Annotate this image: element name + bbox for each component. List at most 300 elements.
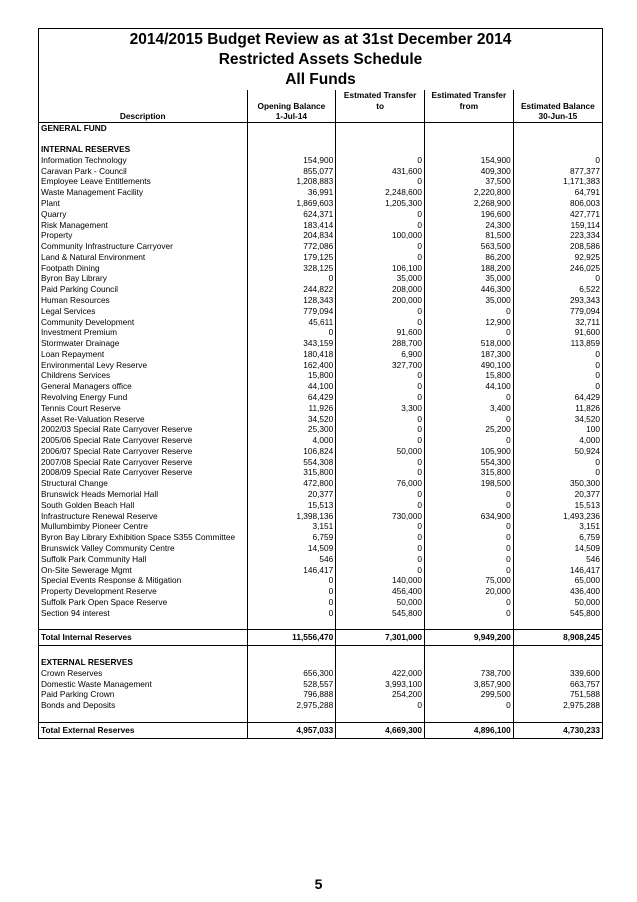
col-header-balance: Estimated Balance 30-Jun-15 bbox=[513, 90, 602, 122]
table-row bbox=[39, 608, 602, 619]
amount-cell: 0 bbox=[425, 700, 514, 711]
reserve-name-cell: Information Technology bbox=[41, 154, 127, 165]
reserve-name-cell: Brunswick Valley Community Centre bbox=[41, 542, 175, 553]
amount-cell: 3,857,900 bbox=[425, 679, 514, 690]
amount-cell: 24,300 bbox=[425, 220, 514, 231]
reserve-name-cell: Structural Change bbox=[41, 478, 108, 489]
amount-cell: 0 bbox=[336, 176, 425, 187]
amount-cell: 1,205,300 bbox=[336, 198, 425, 209]
amount-cell: 100 bbox=[513, 424, 602, 435]
reserve-name-cell: Asset Re-Valuation Reserve bbox=[41, 413, 145, 424]
amount-cell: 490,100 bbox=[425, 360, 514, 371]
amount-cell: 208,586 bbox=[513, 241, 602, 252]
amount-cell: 2,268,900 bbox=[425, 198, 514, 209]
amount-cell: 1,208,883 bbox=[247, 176, 336, 187]
amount-cell: 14,509 bbox=[247, 543, 336, 554]
amount-cell: 0 bbox=[336, 521, 425, 532]
amount-cell: 105,900 bbox=[425, 446, 514, 457]
amount-cell: 0 bbox=[425, 521, 514, 532]
amount-cell: 3,151 bbox=[513, 521, 602, 532]
amount-cell: 180,418 bbox=[247, 349, 336, 360]
amount-cell: 0 bbox=[336, 565, 425, 576]
amount-cell: 32,711 bbox=[513, 317, 602, 328]
amount-cell: 0 bbox=[336, 414, 425, 425]
amount-cell: 106,100 bbox=[336, 263, 425, 274]
table-row bbox=[39, 500, 602, 511]
amount-cell: 2,975,288 bbox=[513, 700, 602, 711]
amount-cell: 1,869,603 bbox=[247, 198, 336, 209]
amount-cell: 65,000 bbox=[513, 575, 602, 586]
amount-cell: 554,308 bbox=[247, 457, 336, 468]
amount-cell: 0 bbox=[247, 327, 336, 338]
table-row bbox=[39, 435, 602, 446]
amount-cell: 246,025 bbox=[513, 263, 602, 274]
reserve-name-cell: Investment Premium bbox=[41, 327, 118, 338]
amount-cell: 3,993,100 bbox=[336, 679, 425, 690]
amount-cell: 3,400 bbox=[425, 403, 514, 414]
reserve-name-cell: Mullumbimby Pioneer Centre bbox=[41, 521, 148, 532]
amount-cell: 20,000 bbox=[425, 586, 514, 597]
table-row bbox=[39, 478, 602, 489]
amount-cell: 1,398,136 bbox=[247, 511, 336, 522]
amount-cell: 427,771 bbox=[513, 209, 602, 220]
amount-cell: 34,520 bbox=[247, 414, 336, 425]
reserve-name-cell: Quarry bbox=[41, 208, 67, 219]
reserve-name-cell: Bonds and Deposits bbox=[41, 700, 116, 711]
amount-cell: 106,824 bbox=[247, 446, 336, 457]
amount-cell: 183,414 bbox=[247, 220, 336, 231]
total-external-reserves-row: Total External Reserves 4,957,033 4,669,300 4,896,100 4,730,233 bbox=[39, 722, 602, 738]
reserve-name-cell: Paid Parking Council bbox=[41, 284, 119, 295]
table-row bbox=[39, 317, 602, 328]
amount-cell: 0 bbox=[336, 700, 425, 711]
amount-cell: 1,171,383 bbox=[513, 176, 602, 187]
amount-cell: 6,522 bbox=[513, 284, 602, 295]
col-header-transfer-from: Estimated Transfer from bbox=[425, 90, 514, 122]
table-row bbox=[39, 403, 602, 414]
reserve-name-cell: Infrastructure Renewal Reserve bbox=[41, 510, 158, 521]
amount-cell: 288,700 bbox=[336, 338, 425, 349]
amount-cell: 162,400 bbox=[247, 360, 336, 371]
amount-cell: 3,300 bbox=[336, 403, 425, 414]
table-row bbox=[39, 338, 602, 349]
amount-cell: 36,991 bbox=[247, 187, 336, 198]
amount-cell: 299,500 bbox=[425, 689, 514, 700]
table-row bbox=[39, 252, 602, 263]
amount-cell: 0 bbox=[336, 155, 425, 166]
amount-cell: 0 bbox=[336, 209, 425, 220]
amount-cell: 0 bbox=[513, 457, 602, 468]
amount-cell: 528,557 bbox=[247, 679, 336, 690]
amount-cell: 751,588 bbox=[513, 689, 602, 700]
reserve-name-cell: 2008/09 Special Rate Carryover Reserve bbox=[41, 467, 193, 478]
amount-cell: 2,248,600 bbox=[336, 187, 425, 198]
table-row bbox=[39, 457, 602, 468]
amount-cell: 44,100 bbox=[425, 381, 514, 392]
amount-cell: 0 bbox=[513, 370, 602, 381]
reserve-name-cell: Suffolk Park Community Hall bbox=[41, 553, 147, 564]
amount-cell: 738,700 bbox=[425, 668, 514, 679]
amount-cell: 563,500 bbox=[425, 241, 514, 252]
reserve-name-cell: Employee Leave Entitlements bbox=[41, 176, 151, 187]
amount-cell: 15,800 bbox=[425, 370, 514, 381]
amount-cell: 1,493,236 bbox=[513, 511, 602, 522]
amount-cell: 37,500 bbox=[425, 176, 514, 187]
title-line-2: Restricted Assets Schedule bbox=[218, 51, 423, 68]
table-row bbox=[39, 467, 602, 478]
reserve-name-cell: Waste Management Facility bbox=[41, 187, 144, 198]
table-row bbox=[39, 155, 602, 166]
amount-cell: 11,926 bbox=[247, 403, 336, 414]
table-row bbox=[39, 370, 602, 381]
amount-cell: 86,200 bbox=[425, 252, 514, 263]
table-row bbox=[39, 689, 602, 700]
general-fund-heading: GENERAL FUND bbox=[39, 122, 602, 133]
reserve-name-cell: Section 94 interest bbox=[41, 607, 110, 618]
table-row bbox=[39, 360, 602, 371]
reserve-name-cell: Human Resources bbox=[41, 294, 110, 305]
amount-cell: 20,377 bbox=[513, 489, 602, 500]
table-row bbox=[39, 679, 602, 690]
table-row bbox=[39, 381, 602, 392]
amount-cell: 0 bbox=[513, 273, 602, 284]
amount-cell: 2,975,288 bbox=[247, 700, 336, 711]
amount-cell: 0 bbox=[513, 467, 602, 478]
amount-cell: 518,000 bbox=[425, 338, 514, 349]
amount-cell: 0 bbox=[336, 317, 425, 328]
amount-cell: 2,220,800 bbox=[425, 187, 514, 198]
table-row bbox=[39, 284, 602, 295]
reserve-name-cell: Caravan Park - Council bbox=[41, 165, 127, 176]
reserve-name-cell: Environmental Levy Reserve bbox=[41, 359, 148, 370]
amount-cell: 315,800 bbox=[425, 467, 514, 478]
amount-cell: 64,791 bbox=[513, 187, 602, 198]
table-row bbox=[39, 414, 602, 425]
reserve-name-cell: General Managers office bbox=[41, 381, 132, 392]
reserve-name-cell: Community Infrastructure Carryover bbox=[41, 241, 173, 252]
amount-cell: 0 bbox=[425, 306, 514, 317]
amount-cell: 796,888 bbox=[247, 689, 336, 700]
table-row bbox=[39, 446, 602, 457]
amount-cell: 81,500 bbox=[425, 230, 514, 241]
amount-cell: 44,100 bbox=[247, 381, 336, 392]
amount-cell: 188,200 bbox=[425, 263, 514, 274]
amount-cell: 140,000 bbox=[336, 575, 425, 586]
amount-cell: 0 bbox=[247, 597, 336, 608]
amount-cell: 159,114 bbox=[513, 220, 602, 231]
amount-cell: 0 bbox=[247, 586, 336, 597]
amount-cell: 146,417 bbox=[247, 565, 336, 576]
reserve-name-cell: On-Site Sewerage Mgmt bbox=[41, 564, 132, 575]
amount-cell: 0 bbox=[425, 500, 514, 511]
amount-cell: 0 bbox=[336, 500, 425, 511]
amount-cell: 3,151 bbox=[247, 521, 336, 532]
reserve-name-cell: Property Development Reserve bbox=[41, 586, 157, 597]
table-row bbox=[39, 176, 602, 187]
amount-cell: 4,000 bbox=[247, 435, 336, 446]
table-body bbox=[39, 122, 602, 738]
reserve-name-cell: Suffolk Park Open Space Reserve bbox=[41, 596, 168, 607]
amount-cell: 0 bbox=[336, 435, 425, 446]
amount-cell: 0 bbox=[425, 608, 514, 619]
amount-cell: 0 bbox=[336, 241, 425, 252]
restricted-assets-sheet bbox=[38, 28, 603, 739]
amount-cell: 12,900 bbox=[425, 317, 514, 328]
reserve-name-cell: Domestic Waste Management bbox=[41, 678, 152, 689]
reserve-name-cell: Land & Natural Environment bbox=[41, 251, 146, 262]
reserve-name-cell: Risk Management bbox=[41, 219, 108, 230]
total-internal-reserves-row: Total Internal Reserves 11,556,470 7,301,000 9,949,200 8,908,245 bbox=[39, 630, 602, 646]
col-header-opening: Opening Balance 1-Jul-14 bbox=[247, 90, 336, 122]
amount-cell: 779,094 bbox=[247, 306, 336, 317]
reserve-name-cell: South Golden Beach Hall bbox=[41, 499, 135, 510]
amount-cell: 15,513 bbox=[247, 500, 336, 511]
amount-cell: 34,520 bbox=[513, 414, 602, 425]
amount-cell: 50,000 bbox=[513, 597, 602, 608]
reserve-name-cell: Community Development bbox=[41, 316, 135, 327]
amount-cell: 64,429 bbox=[247, 392, 336, 403]
amount-cell: 0 bbox=[336, 252, 425, 263]
amount-cell: 0 bbox=[247, 608, 336, 619]
amount-cell: 806,003 bbox=[513, 198, 602, 209]
amount-cell: 128,343 bbox=[247, 295, 336, 306]
table-header-row bbox=[39, 90, 602, 122]
amount-cell: 328,125 bbox=[247, 263, 336, 274]
table-row bbox=[39, 349, 602, 360]
amount-cell: 50,000 bbox=[336, 597, 425, 608]
reserve-name-cell: Stormwater Drainage bbox=[41, 338, 120, 349]
reserves-table bbox=[39, 90, 602, 739]
table-row bbox=[39, 209, 602, 220]
amount-cell: 0 bbox=[336, 554, 425, 565]
amount-cell: 422,000 bbox=[336, 668, 425, 679]
amount-cell: 11,826 bbox=[513, 403, 602, 414]
reserve-name-cell: Property bbox=[41, 230, 73, 241]
amount-cell: 204,834 bbox=[247, 230, 336, 241]
external-reserves-heading: EXTERNAL RESERVES bbox=[39, 657, 602, 668]
amount-cell: 196,600 bbox=[425, 209, 514, 220]
reserve-name-cell: 2002/03 Special Rate Carryover Reserve bbox=[41, 424, 193, 435]
amount-cell: 656,300 bbox=[247, 668, 336, 679]
reserve-name-cell: Byron Bay Library Exhibition Space S355 Committee bbox=[41, 532, 236, 543]
amount-cell: 35,000 bbox=[425, 295, 514, 306]
reserve-name-cell: Byron Bay Library bbox=[41, 273, 107, 284]
amount-cell: 76,000 bbox=[336, 478, 425, 489]
amount-cell: 64,429 bbox=[513, 392, 602, 403]
amount-cell: 545,800 bbox=[513, 608, 602, 619]
amount-cell: 293,343 bbox=[513, 295, 602, 306]
amount-cell: 0 bbox=[336, 381, 425, 392]
amount-cell: 50,924 bbox=[513, 446, 602, 457]
amount-cell: 546 bbox=[247, 554, 336, 565]
amount-cell: 45,611 bbox=[247, 317, 336, 328]
reserve-name-cell: 2005/06 Special Rate Carryover Reserve bbox=[41, 435, 193, 446]
amount-cell: 409,300 bbox=[425, 166, 514, 177]
amount-cell: 0 bbox=[336, 370, 425, 381]
reserve-name-cell: 2007/08 Special Rate Carryover Reserve bbox=[41, 456, 193, 467]
amount-cell: 855,077 bbox=[247, 166, 336, 177]
internal-reserves-heading: INTERNAL RESERVES bbox=[39, 144, 602, 155]
table-row bbox=[39, 220, 602, 231]
amount-cell: 154,900 bbox=[425, 155, 514, 166]
table-row bbox=[39, 700, 602, 711]
col-header-description: Description bbox=[39, 90, 247, 122]
amount-cell: 198,500 bbox=[425, 478, 514, 489]
amount-cell: 0 bbox=[513, 381, 602, 392]
amount-cell: 208,000 bbox=[336, 284, 425, 295]
amount-cell: 0 bbox=[425, 565, 514, 576]
amount-cell: 179,125 bbox=[247, 252, 336, 263]
reserve-name-cell: Loan Repayment bbox=[41, 348, 105, 359]
table-row bbox=[39, 543, 602, 554]
table-row bbox=[39, 392, 602, 403]
reserve-name-cell: Paid Parking Crown bbox=[41, 689, 115, 700]
amount-cell: 0 bbox=[336, 467, 425, 478]
title-line-3: All Funds bbox=[285, 71, 356, 88]
amount-cell: 0 bbox=[247, 575, 336, 586]
amount-cell: 0 bbox=[513, 349, 602, 360]
amount-cell: 254,200 bbox=[336, 689, 425, 700]
table-row bbox=[39, 230, 602, 241]
amount-cell: 25,300 bbox=[247, 424, 336, 435]
amount-cell: 431,600 bbox=[336, 166, 425, 177]
amount-cell: 187,300 bbox=[425, 349, 514, 360]
table-row bbox=[39, 295, 602, 306]
amount-cell: 472,800 bbox=[247, 478, 336, 489]
title-line-1: 2014/2015 Budget Review as at 31st December 2014 bbox=[129, 31, 512, 48]
amount-cell: 663,757 bbox=[513, 679, 602, 690]
amount-cell: 0 bbox=[425, 489, 514, 500]
amount-cell: 0 bbox=[336, 392, 425, 403]
col-header-transfer-to: Estmated Transfer to bbox=[336, 90, 425, 122]
amount-cell: 730,000 bbox=[336, 511, 425, 522]
amount-cell: 339,600 bbox=[513, 668, 602, 679]
amount-cell: 223,334 bbox=[513, 230, 602, 241]
amount-cell: 4,000 bbox=[513, 435, 602, 446]
amount-cell: 0 bbox=[336, 424, 425, 435]
amount-cell: 6,759 bbox=[247, 532, 336, 543]
table-row bbox=[39, 327, 602, 338]
reserve-name-cell: Brunswick Heads Memorial Hall bbox=[41, 489, 159, 500]
table-row bbox=[39, 273, 602, 284]
reserve-name-cell: Legal Services bbox=[41, 305, 96, 316]
amount-cell: 0 bbox=[425, 392, 514, 403]
reserve-name-cell: 2006/07 Special Rate Carryover Reserve bbox=[41, 445, 193, 456]
table-row bbox=[39, 511, 602, 522]
amount-cell: 15,513 bbox=[513, 500, 602, 511]
amount-cell: 154,900 bbox=[247, 155, 336, 166]
amount-cell: 436,400 bbox=[513, 586, 602, 597]
amount-cell: 624,371 bbox=[247, 209, 336, 220]
amount-cell: 0 bbox=[336, 457, 425, 468]
amount-cell: 327,700 bbox=[336, 360, 425, 371]
table-row bbox=[39, 241, 602, 252]
table-row bbox=[39, 532, 602, 543]
amount-cell: 343,159 bbox=[247, 338, 336, 349]
amount-cell: 772,086 bbox=[247, 241, 336, 252]
amount-cell: 779,094 bbox=[513, 306, 602, 317]
table-row bbox=[39, 187, 602, 198]
table-row bbox=[39, 306, 602, 317]
amount-cell: 50,000 bbox=[336, 446, 425, 457]
amount-cell: 91,600 bbox=[336, 327, 425, 338]
amount-cell: 0 bbox=[425, 327, 514, 338]
table-row bbox=[39, 166, 602, 177]
amount-cell: 91,600 bbox=[513, 327, 602, 338]
amount-cell: 35,000 bbox=[336, 273, 425, 284]
amount-cell: 456,400 bbox=[336, 586, 425, 597]
reserve-name-cell: Revolving Energy Fund bbox=[41, 392, 128, 403]
amount-cell: 554,300 bbox=[425, 457, 514, 468]
amount-cell: 0 bbox=[336, 532, 425, 543]
amount-cell: 14,509 bbox=[513, 543, 602, 554]
table-row bbox=[39, 575, 602, 586]
table-row bbox=[39, 424, 602, 435]
amount-cell: 15,800 bbox=[247, 370, 336, 381]
amount-cell: 100,000 bbox=[336, 230, 425, 241]
amount-cell: 35,000 bbox=[425, 273, 514, 284]
table-row bbox=[39, 668, 602, 679]
amount-cell: 0 bbox=[425, 554, 514, 565]
amount-cell: 0 bbox=[425, 597, 514, 608]
amount-cell: 0 bbox=[336, 306, 425, 317]
amount-cell: 20,377 bbox=[247, 489, 336, 500]
amount-cell: 25,200 bbox=[425, 424, 514, 435]
amount-cell: 0 bbox=[425, 532, 514, 543]
amount-cell: 75,000 bbox=[425, 575, 514, 586]
reserve-name-cell: Tennis Court Reserve bbox=[41, 402, 121, 413]
amount-cell: 446,300 bbox=[425, 284, 514, 295]
amount-cell: 200,000 bbox=[336, 295, 425, 306]
amount-cell: 315,800 bbox=[247, 467, 336, 478]
amount-cell: 92,925 bbox=[513, 252, 602, 263]
amount-cell: 0 bbox=[336, 543, 425, 554]
amount-cell: 244,822 bbox=[247, 284, 336, 295]
table-row bbox=[39, 489, 602, 500]
table-row bbox=[39, 586, 602, 597]
amount-cell: 546 bbox=[513, 554, 602, 565]
amount-cell: 0 bbox=[425, 414, 514, 425]
reserve-name-cell: Crown Reserves bbox=[41, 667, 103, 678]
amount-cell: 0 bbox=[336, 489, 425, 500]
amount-cell: 0 bbox=[513, 360, 602, 371]
amount-cell: 0 bbox=[247, 273, 336, 284]
table-row bbox=[39, 263, 602, 274]
page-number: 5 bbox=[314, 876, 323, 892]
amount-cell: 877,377 bbox=[513, 166, 602, 177]
table-row bbox=[39, 198, 602, 209]
amount-cell: 6,759 bbox=[513, 532, 602, 543]
amount-cell: 0 bbox=[336, 220, 425, 231]
amount-cell: 0 bbox=[425, 543, 514, 554]
amount-cell: 350,300 bbox=[513, 478, 602, 489]
amount-cell: 0 bbox=[425, 435, 514, 446]
table-row bbox=[39, 597, 602, 608]
amount-cell: 0 bbox=[513, 155, 602, 166]
table-row bbox=[39, 521, 602, 532]
amount-cell: 146,417 bbox=[513, 565, 602, 576]
amount-cell: 634,900 bbox=[425, 511, 514, 522]
amount-cell: 113,859 bbox=[513, 338, 602, 349]
amount-cell: 545,800 bbox=[336, 608, 425, 619]
amount-cell: 6,900 bbox=[336, 349, 425, 360]
reserve-name-cell: Plant bbox=[41, 197, 60, 208]
report-title bbox=[39, 29, 602, 90]
table-row bbox=[39, 565, 602, 576]
reserve-name-cell: Footpath Dining bbox=[41, 262, 100, 273]
table-row bbox=[39, 554, 602, 565]
reserve-name-cell: Special Events Response & Mitigation bbox=[41, 575, 182, 586]
